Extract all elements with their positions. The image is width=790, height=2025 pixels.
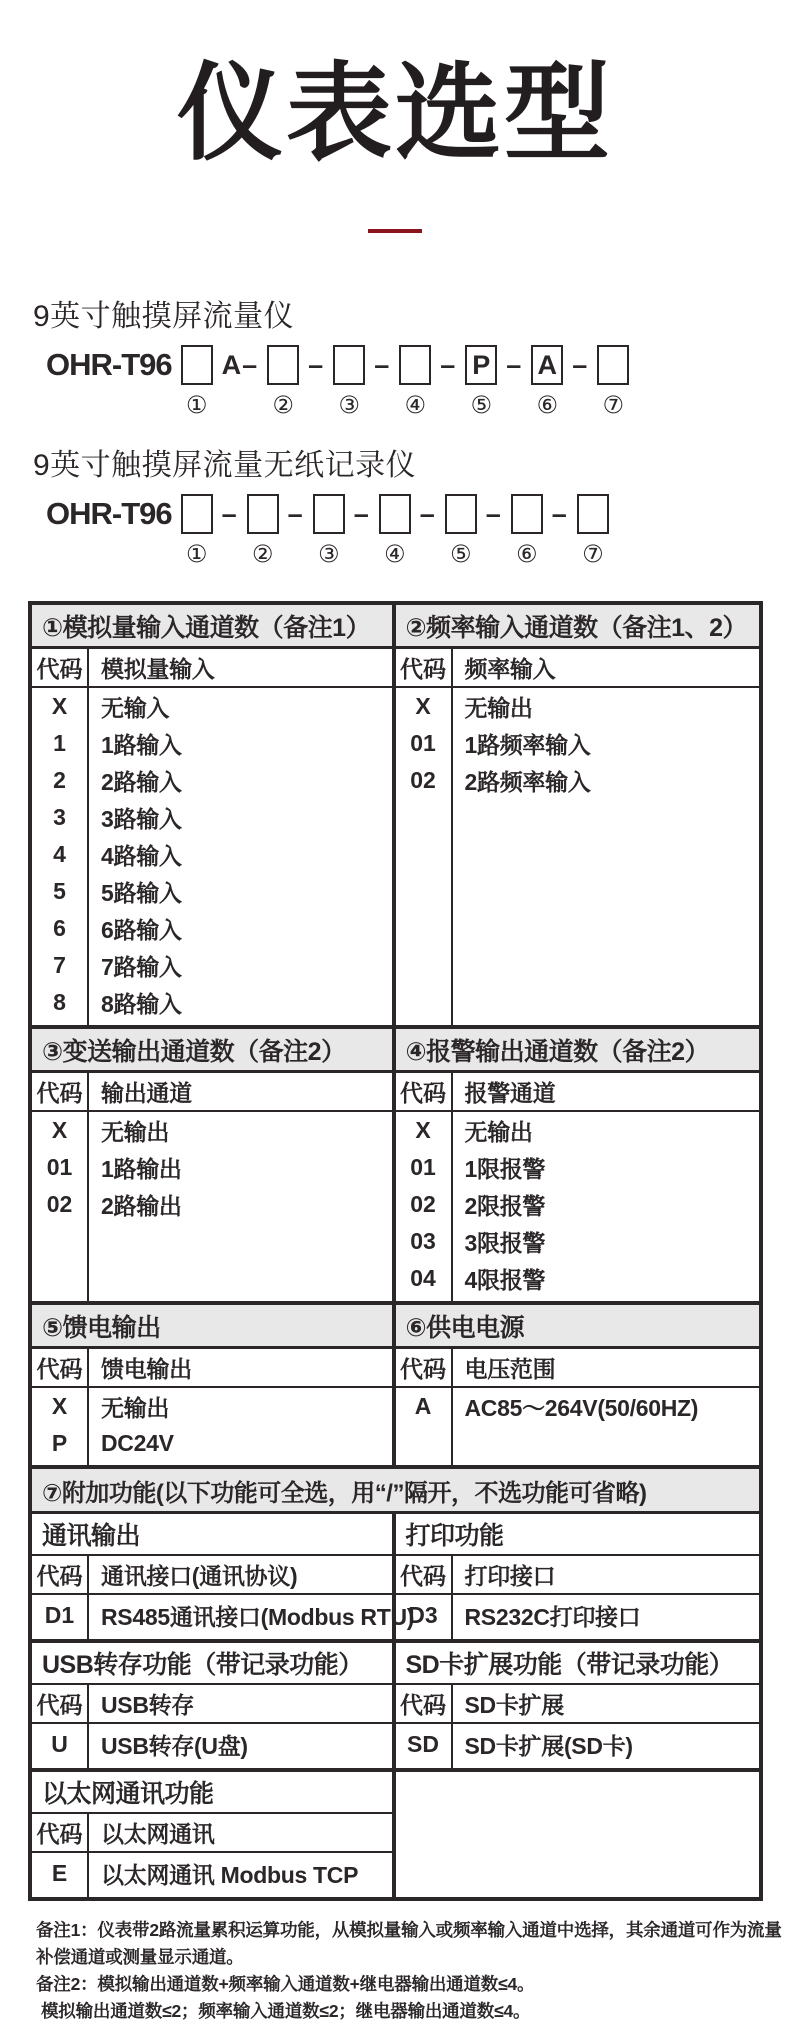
- option-code-cell: X: [32, 1388, 89, 1425]
- model-segment: [379, 494, 411, 567]
- circled-number-5-icon: ⑤: [470, 392, 492, 420]
- desc-column-header: 通讯接口(通讯协议): [101, 1563, 298, 1590]
- circled-number-3-icon: ③: [317, 541, 340, 569]
- filler-code-cell: [32, 1021, 89, 1025]
- column-header-row: [32, 1814, 392, 1853]
- model-joiner: –: [551, 499, 568, 530]
- option-row: [32, 1149, 392, 1186]
- page-title: 仪表选型: [177, 55, 613, 173]
- table-half: [32, 605, 396, 1025]
- code-column-header: 代码: [396, 649, 453, 686]
- option-row: [396, 1724, 760, 1764]
- section-header: ④报警输出通道数（备注2）: [396, 1029, 760, 1073]
- section-header: ②频率输入通道数（备注1、2）: [396, 605, 760, 649]
- filler-code-cell: [32, 1893, 89, 1897]
- circled-number-4-icon: ④: [404, 392, 426, 420]
- option-code-cell: X: [32, 688, 89, 725]
- option-desc-cell: SD卡扩展(SD卡): [464, 1732, 633, 1759]
- option-code-cell: 02: [396, 762, 453, 799]
- option-desc-cell: 4限报警: [464, 1267, 546, 1294]
- option-desc-cell: 1路输出: [101, 1156, 182, 1183]
- filler-desc-cell: [453, 1297, 760, 1301]
- filler-desc-cell: [89, 1461, 392, 1465]
- option-desc-cell: 3限报警: [464, 1230, 546, 1257]
- option-code-cell: 2: [32, 762, 89, 799]
- option-code-cell: D3: [396, 1595, 453, 1635]
- option-code-cell: P: [32, 1425, 89, 1461]
- option-code-cell: 02: [32, 1186, 89, 1223]
- option-desc-cell: 4路输入: [101, 843, 182, 870]
- filler-row: [396, 1764, 760, 1768]
- model-option-box: [577, 494, 609, 534]
- model-joiner: –: [308, 350, 325, 381]
- code-column-header: 代码: [32, 1814, 89, 1851]
- filler-code-cell: [32, 1635, 89, 1639]
- desc-column-header: 打印接口: [464, 1563, 556, 1590]
- circled-number-7-icon: ⑦: [582, 541, 604, 569]
- model-option-box: [181, 345, 213, 385]
- desc-column-header: USB转存: [101, 1692, 195, 1719]
- code-column-header: 代码: [396, 1073, 453, 1110]
- model-segment: [333, 345, 365, 418]
- option-row: [32, 910, 392, 947]
- model-option-box: [445, 494, 477, 534]
- column-header-row: [32, 1073, 392, 1112]
- model-joiner: –: [440, 350, 457, 381]
- option-code-cell: 01: [32, 1149, 89, 1186]
- model-joiner: –: [572, 350, 589, 381]
- option-code-cell: 3: [32, 799, 89, 836]
- option-code-cell: X: [32, 1112, 89, 1149]
- model-option-box: [313, 494, 345, 534]
- option-desc-cell: 6路输入: [101, 917, 182, 944]
- option-row: [396, 1149, 760, 1186]
- model-option-box: [267, 345, 299, 385]
- option-row: [32, 947, 392, 984]
- table-section: [32, 605, 759, 1025]
- code-column-header: 代码: [32, 1073, 89, 1110]
- filler-desc-cell: [453, 1764, 760, 1768]
- filler-row: [396, 1297, 760, 1301]
- option-row: [396, 688, 760, 725]
- filler-desc-cell: [453, 799, 760, 1025]
- option-desc-cell: 1路输入: [101, 732, 182, 759]
- filler-desc-cell: [453, 1425, 760, 1465]
- table-half: [396, 1643, 760, 1768]
- circled-number-7-icon: ⑦: [602, 392, 625, 420]
- option-row: [32, 762, 392, 799]
- option-row: [32, 873, 392, 910]
- ordering-spec-table: [28, 601, 763, 1901]
- option-row: [32, 1388, 392, 1425]
- table-section: [32, 1301, 759, 1465]
- model-code-line: [46, 494, 790, 567]
- section-header: ③变送输出通道数（备注2）: [32, 1029, 392, 1073]
- filler-row: [32, 1764, 392, 1768]
- note-line: 补偿通道或测量显示通道。: [36, 1947, 244, 1968]
- table-half: [32, 1029, 396, 1301]
- table-half: [396, 1029, 760, 1301]
- option-code-cell: 4: [32, 836, 89, 873]
- circled-number-1-icon: ①: [185, 541, 208, 569]
- circled-number-4-icon: ④: [383, 541, 406, 569]
- desc-column-header: 以太网通讯: [101, 1821, 215, 1848]
- option-desc-cell: 2限报警: [464, 1193, 546, 1220]
- section-header: USB转存功能（带记录功能）: [32, 1643, 392, 1685]
- column-header-row: [32, 649, 392, 688]
- filler-desc-cell: [89, 1635, 392, 1639]
- model-joiner: –: [221, 499, 238, 530]
- model-segment: [399, 345, 431, 418]
- model-segment: [313, 494, 345, 567]
- model-segment: [465, 345, 497, 418]
- table-half: [32, 1305, 396, 1465]
- option-code-cell: SD: [396, 1724, 453, 1764]
- option-row: [32, 799, 392, 836]
- desc-column-header: 报警通道: [464, 1080, 556, 1107]
- option-desc-cell: 5路输入: [101, 880, 182, 907]
- column-header-row: [396, 1685, 760, 1724]
- option-desc-cell: 2路输入: [101, 769, 182, 796]
- filler-code-cell: [396, 1425, 453, 1465]
- option-code-cell: 04: [396, 1260, 453, 1297]
- model-option-box: [399, 345, 431, 385]
- desc-column-header: 模拟量输入: [101, 656, 215, 683]
- model-joiner: –: [485, 499, 502, 530]
- model-subtitle: 9英寸触摸屏流量无纸记录仪: [33, 449, 417, 483]
- model-option-box: [379, 494, 411, 534]
- circled-number-5-icon: ⑤: [450, 541, 472, 569]
- model-segment: [181, 494, 213, 567]
- model-joiner: –: [419, 499, 436, 530]
- desc-column-header: 输出通道: [101, 1080, 192, 1107]
- option-row: [396, 1595, 760, 1635]
- option-desc-cell: AC85～264V(50/60HZ): [464, 1395, 699, 1422]
- note-line: 备注2：模拟输出通道数+频率输入通道数+继电器输出通道数≤4。: [36, 1974, 535, 1995]
- note-line: 备注1：仪表带2路流量累积运算功能，从模拟量输入或频率输入通道中选择，其余通道可作为流量: [36, 1920, 782, 1941]
- option-desc-cell: 2路频率输入: [464, 769, 591, 796]
- section-header: 以太网通讯功能: [32, 1772, 392, 1814]
- code-column-header: 代码: [32, 1685, 89, 1722]
- note-line: 模拟输出通道数≤2；频率输入通道数≤2；继电器输出通道数≤4。: [41, 2001, 531, 2022]
- model-prefix: OHR-T96: [46, 496, 172, 532]
- model-subtitle: 9英寸触摸屏流量仪: [33, 300, 295, 334]
- model-joiner: –: [287, 499, 304, 530]
- filler-code-cell: [396, 1635, 453, 1639]
- circled-number-2-icon: ②: [251, 541, 274, 569]
- model-option-box: [247, 494, 279, 534]
- model-joiner: –: [506, 350, 523, 381]
- model-option-box: [597, 345, 629, 385]
- additional-functions-header: ⑦附加功能(以下功能可全选，用“/”隔开，不选功能可省略): [32, 1465, 759, 1511]
- desc-column-header: 频率输入: [464, 656, 556, 683]
- option-code-cell: 03: [396, 1223, 453, 1260]
- filler-desc-cell: [89, 1021, 392, 1025]
- option-desc-cell: 1路频率输入: [464, 732, 591, 759]
- code-column-header: 代码: [396, 1685, 453, 1722]
- option-row: [32, 725, 392, 762]
- table-section: [32, 1025, 759, 1301]
- option-row: [396, 762, 760, 799]
- filler-row: [396, 799, 760, 1025]
- table-half: [396, 1772, 760, 1897]
- option-code-cell: 5: [32, 873, 89, 910]
- filler-code-cell: [396, 799, 453, 1025]
- table-half: [396, 605, 760, 1025]
- model-segment: [445, 494, 477, 567]
- option-desc-cell: 以太网通讯 Modbus TCP: [101, 1861, 359, 1888]
- footnotes: [36, 1917, 782, 2025]
- filler-row: [32, 1021, 392, 1025]
- option-code-cell: 02: [396, 1186, 453, 1223]
- option-code-cell: X: [396, 688, 453, 725]
- title-divider-rule: [368, 229, 422, 233]
- code-column-header: 代码: [32, 1556, 89, 1593]
- filler-desc-cell: [89, 1223, 392, 1301]
- filler-desc-cell: [453, 1635, 760, 1639]
- model-segment: [181, 345, 213, 418]
- column-header-row: [396, 1556, 760, 1595]
- circled-number-3-icon: ③: [338, 392, 360, 420]
- filler-row: [32, 1223, 392, 1301]
- filler-code-cell: [32, 1461, 89, 1465]
- table-subsection: [32, 1639, 759, 1768]
- section-header: 打印功能: [396, 1514, 760, 1556]
- filler-code-cell: [32, 1764, 89, 1768]
- column-header-row: [396, 1349, 760, 1388]
- code-column-header: 代码: [32, 649, 89, 686]
- filler-row: [32, 1461, 392, 1465]
- column-header-row: [32, 1349, 392, 1388]
- section-header: 通讯输出: [32, 1514, 392, 1556]
- model-option-box: [181, 494, 213, 534]
- model-joiner: A–: [221, 350, 259, 381]
- spec-sheet-page: [0, 52, 790, 2022]
- column-header-row: [32, 1556, 392, 1595]
- option-code-cell: 7: [32, 947, 89, 984]
- option-desc-cell: 无输出: [464, 695, 533, 722]
- circled-number-1-icon: ①: [185, 392, 208, 420]
- filler-code-cell: [32, 1223, 89, 1301]
- filler-code-cell: [396, 1297, 453, 1301]
- option-row: [396, 1260, 760, 1297]
- column-header-row: [396, 649, 760, 688]
- desc-column-header: 电压范围: [464, 1356, 556, 1383]
- option-row: [32, 1186, 392, 1223]
- option-code-cell: 01: [396, 725, 453, 762]
- table-subsection: [32, 1511, 759, 1639]
- model-option-box: P: [465, 345, 497, 385]
- option-row: [396, 725, 760, 762]
- option-desc-cell: DC24V: [101, 1429, 174, 1456]
- option-row: [396, 1112, 760, 1149]
- column-header-row: [32, 1685, 392, 1724]
- option-row: [396, 1388, 760, 1425]
- option-row: [396, 1223, 760, 1260]
- option-row: [396, 1186, 760, 1223]
- circled-number-6-icon: ⑥: [516, 541, 538, 569]
- option-code-cell: D1: [32, 1595, 89, 1635]
- option-code-cell: 1: [32, 725, 89, 762]
- option-row: [32, 1112, 392, 1149]
- table-subsection: [32, 1768, 759, 1897]
- table-half: [32, 1772, 396, 1897]
- filler-desc-cell: [89, 1764, 392, 1768]
- table-half: [396, 1305, 760, 1465]
- option-row: [32, 1853, 392, 1893]
- option-desc-cell: 3路输入: [101, 806, 182, 833]
- model-option-box: [511, 494, 543, 534]
- filler-row: [32, 1893, 392, 1897]
- filler-desc-cell: [89, 1893, 392, 1897]
- option-code-cell: A: [396, 1388, 453, 1425]
- model-joiner: –: [353, 499, 370, 530]
- model-option-box: [333, 345, 365, 385]
- filler-row: [32, 1635, 392, 1639]
- circled-number-6-icon: ⑥: [536, 392, 559, 420]
- option-desc-cell: 7路输入: [101, 954, 182, 981]
- option-desc-cell: 无输入: [101, 695, 170, 722]
- option-code-cell: U: [32, 1724, 89, 1764]
- model-segment: [267, 345, 299, 418]
- code-column-header: 代码: [32, 1349, 89, 1386]
- model-block: [33, 291, 790, 418]
- option-row: [32, 836, 392, 873]
- model-code-line: [46, 345, 790, 418]
- section-header: ⑤馈电输出: [32, 1305, 392, 1349]
- option-desc-cell: 无输出: [101, 1119, 170, 1146]
- model-block: [33, 440, 790, 567]
- option-code-cell: X: [396, 1112, 453, 1149]
- option-desc-cell: 无输出: [464, 1119, 533, 1146]
- model-selection-area: [33, 291, 790, 567]
- option-desc-cell: USB转存(U盘): [101, 1732, 248, 1759]
- option-row: [32, 984, 392, 1021]
- option-code-cell: 01: [396, 1149, 453, 1186]
- code-column-header: 代码: [396, 1349, 453, 1386]
- desc-column-header: 馈电输出: [101, 1356, 192, 1383]
- option-row: [32, 1425, 392, 1461]
- model-joiner: –: [374, 350, 391, 381]
- model-segment: [531, 345, 563, 418]
- option-code-cell: 8: [32, 984, 89, 1021]
- option-row: [32, 688, 392, 725]
- table-half: [32, 1514, 415, 1639]
- filler-code-cell: [396, 1764, 453, 1768]
- model-segment: [247, 494, 279, 567]
- option-row: [32, 1595, 415, 1635]
- column-header-row: [396, 1073, 760, 1112]
- table-half: [32, 1643, 396, 1768]
- option-code-cell: E: [32, 1853, 89, 1893]
- option-desc-cell: 无输出: [101, 1395, 170, 1422]
- filler-row: [396, 1425, 760, 1465]
- option-desc-cell: 8路输入: [101, 991, 182, 1018]
- section-header: ⑥供电电源: [396, 1305, 760, 1349]
- model-prefix: OHR-T96: [46, 347, 172, 383]
- section-header: SD卡扩展功能（带记录功能）: [396, 1643, 760, 1685]
- table-half: [396, 1514, 760, 1639]
- option-desc-cell: RS485通讯接口(Modbus RTU): [101, 1603, 415, 1630]
- option-code-cell: 6: [32, 910, 89, 947]
- code-column-header: 代码: [396, 1556, 453, 1593]
- section-header: ①模拟量输入通道数（备注1）: [32, 605, 392, 649]
- model-option-box: A: [531, 345, 563, 385]
- circled-number-2-icon: ②: [272, 392, 294, 420]
- model-segment: [597, 345, 629, 418]
- option-desc-cell: RS232C打印接口: [464, 1603, 641, 1630]
- option-desc-cell: 1限报警: [464, 1156, 546, 1183]
- desc-column-header: SD卡扩展: [464, 1692, 564, 1719]
- model-segment: [511, 494, 543, 567]
- option-row: [32, 1724, 392, 1764]
- model-segment: [577, 494, 609, 567]
- filler-row: [396, 1635, 760, 1639]
- option-desc-cell: 2路输出: [101, 1193, 182, 1220]
